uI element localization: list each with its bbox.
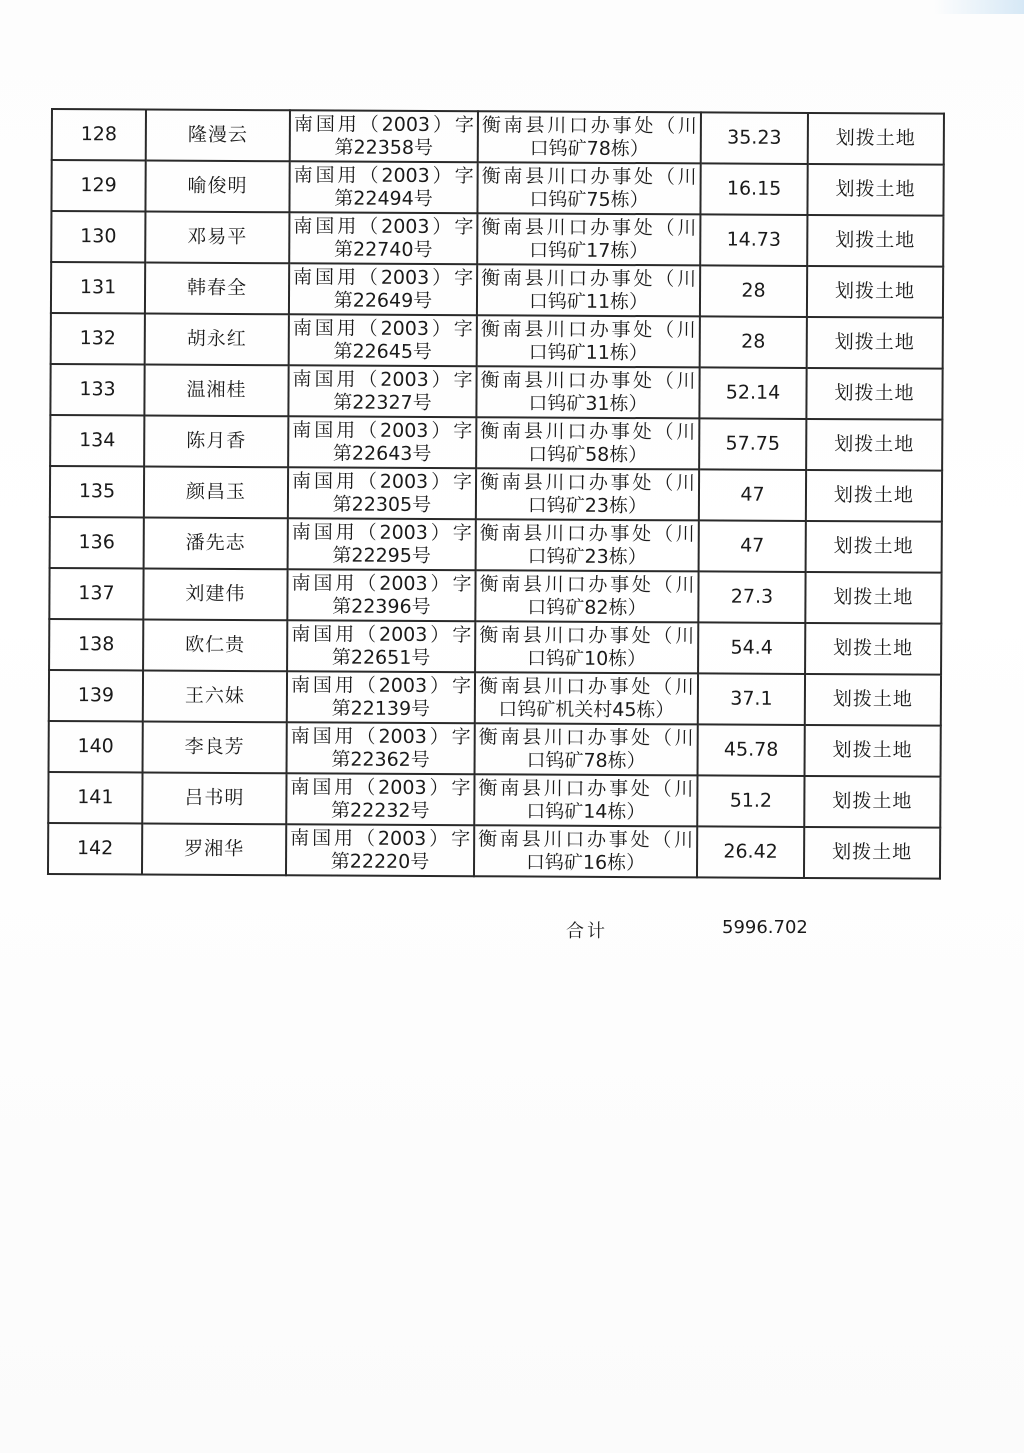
address-line-2: 口钨矿10栋） [526,647,647,670]
cell-area: 45.78 [698,724,805,776]
cell-serial-number: 140 [49,721,143,772]
address-line-1: 衡南县川口办事处（川 [481,164,697,188]
cell-address [475,723,698,775]
cell-land-type: 划拨土地 [807,266,943,318]
cell-area: 14.73 [700,214,807,266]
cell-serial-number: 141 [48,772,142,823]
cell-land-type: 划拨土地 [806,470,942,522]
address-line-2: 口钨矿78栋） [529,137,649,160]
certificate-line-1: 南国用（2003）字 [290,826,471,850]
cell-address [477,264,700,316]
table-row [51,262,943,318]
cell-serial-number: 137 [49,568,143,619]
certificate-line-1: 南国用（2003）字 [291,469,473,493]
total-value: 5996.702 [722,917,808,938]
cell-certificate-number [286,773,474,825]
cell-owner-name: 陈月香 [144,415,288,467]
address-line-2: 口钨矿23栋） [527,494,648,517]
cell-serial-number: 139 [49,670,143,721]
land-registry-table [47,108,945,880]
cell-serial-number: 130 [51,211,145,262]
address-line-2: 口钨矿31栋） [528,392,648,415]
cell-owner-name: 王六妹 [143,670,287,722]
address-line-2: 口钨矿75栋） [529,188,649,211]
address-line-1: 衡南县川口办事处（川 [479,521,695,545]
table-row [49,670,941,726]
table-row [49,568,941,624]
cell-serial-number: 133 [50,364,144,415]
address-line-2: 口钨矿82栋） [527,596,647,619]
certificate-line-2: 第22295号 [332,543,431,567]
cell-owner-name: 刘建伟 [143,568,287,620]
certificate-line-1: 南国用（2003）字 [293,163,474,187]
cell-certificate-number [288,518,476,570]
cell-certificate-number [290,110,478,162]
cell-serial-number: 128 [52,109,146,160]
address-line-1: 衡南县川口办事处（川 [479,470,696,494]
address-line-1: 衡南县川口办事处（川 [480,317,696,341]
cell-owner-name: 隆漫云 [146,109,290,161]
cell-certificate-number [289,212,477,264]
cell-address [476,366,699,418]
certificate-line-2: 第22643号 [332,441,432,465]
cell-land-type: 划拨土地 [807,317,943,369]
cell-area: 27.3 [698,571,805,623]
address-line-2: 口钨矿23栋） [527,545,647,568]
cell-address [475,570,698,622]
scan-edge-mark [934,0,1024,14]
cell-area: 47 [699,520,806,572]
certificate-line-1: 南国用（2003）字 [293,112,474,136]
cell-owner-name: 颜昌玉 [144,466,288,518]
table-body [48,109,944,879]
address-line-1: 衡南县川口办事处（川 [478,725,694,749]
cell-address [475,621,698,673]
certificate-line-1: 南国用（2003）字 [290,673,472,697]
certificate-line-2: 第22358号 [334,135,434,159]
certificate-line-1: 南国用（2003）字 [290,724,471,748]
certificate-line-2: 第22740号 [333,237,433,261]
cell-serial-number: 129 [51,160,145,211]
cell-certificate-number [287,620,475,672]
cell-land-type: 划拨土地 [807,215,943,267]
certificate-line-1: 南国用（2003）字 [291,571,472,595]
certificate-line-2: 第22649号 [333,288,433,312]
cell-area: 16.15 [700,163,807,215]
cell-address [474,774,697,826]
cell-serial-number: 138 [49,619,143,670]
certificate-line-1: 南国用（2003）字 [293,214,474,238]
address-line-1: 衡南县川口办事处（川 [480,419,696,443]
address-line-1: 衡南县川口办事处（川 [478,674,695,698]
cell-land-type: 划拨土地 [805,572,941,624]
address-line-2: 口钨矿11栋） [528,341,648,364]
cell-address [476,468,699,520]
certificate-line-2: 第22362号 [331,747,430,771]
cell-land-type: 划拨土地 [808,113,944,165]
cell-owner-name: 韩春全 [145,262,289,314]
certificate-line-1: 南国用（2003）字 [291,622,472,646]
cell-certificate-number [287,671,475,723]
cell-land-type: 划拨土地 [805,725,941,777]
address-line-1: 衡南县川口办事处（川 [478,776,694,800]
cell-certificate-number [289,263,477,315]
address-line-2: 口钨矿17栋） [529,239,649,262]
cell-address [476,519,699,571]
cell-owner-name: 罗湘华 [142,823,286,875]
cell-owner-name: 潘先志 [144,517,288,569]
cell-land-type: 划拨土地 [804,776,940,828]
table-row [51,313,943,369]
certificate-line-2: 第22220号 [330,849,430,873]
address-line-1: 衡南县川口办事处（川 [479,572,695,596]
certificate-line-2: 第22305号 [332,492,432,516]
cell-land-type: 划拨土地 [807,164,943,216]
cell-owner-name: 欧仁贵 [143,619,287,671]
cell-address [478,111,701,163]
cell-certificate-number [289,161,477,213]
cell-certificate-number [287,569,475,621]
cell-serial-number: 135 [50,466,144,517]
cell-land-type: 划拨土地 [805,623,941,675]
table-row [48,772,940,828]
table-row [51,211,943,267]
cell-land-type: 划拨土地 [806,368,942,420]
cell-owner-name: 温湘桂 [144,364,288,416]
address-line-1: 衡南县川口办事处（川 [481,113,697,137]
cell-address [474,825,697,877]
address-line-2: 口钨矿58栋） [528,443,648,466]
cell-address [476,417,699,469]
cell-certificate-number [289,314,477,366]
cell-serial-number: 134 [50,415,144,466]
cell-address [477,213,700,265]
address-line-2: 口钨矿11栋） [528,290,649,313]
cell-certificate-number [288,416,476,468]
cell-serial-number: 132 [51,313,145,364]
address-line-2: 口钨矿16栋） [525,850,646,874]
cell-area: 28 [700,316,807,368]
certificate-line-2: 第22651号 [331,645,431,669]
address-line-1: 衡南县川口办事处（川 [478,827,694,851]
address-line-1: 衡南县川口办事处（川 [481,266,697,290]
address-line-2: 口钨矿机关村45栋） [498,697,675,721]
cell-area: 52.14 [699,367,806,419]
cell-owner-name: 胡永红 [145,313,289,365]
table-row [50,517,942,573]
cell-area: 47 [699,469,806,521]
cell-area: 35.23 [701,112,808,164]
address-line-2: 口钨矿78栋） [526,748,646,772]
table-row [49,721,941,777]
certificate-line-2: 第22645号 [333,339,433,363]
cell-area: 28 [700,265,807,317]
cell-serial-number: 136 [50,517,144,568]
cell-owner-name: 邓易平 [145,211,289,263]
cell-owner-name: 李良芳 [143,721,287,773]
certificate-line-1: 南国用（2003）字 [292,367,473,391]
cell-area: 26.42 [697,826,804,878]
certificate-line-1: 南国用（2003）字 [292,316,473,340]
cell-land-type: 划拨土地 [806,521,942,573]
certificate-line-2: 第22232号 [331,798,430,822]
table-row [49,619,941,675]
certificate-line-1: 南国用（2003）字 [293,265,474,289]
table-row [48,823,940,879]
certificate-line-2: 第22139号 [331,696,431,720]
table-row [50,364,942,420]
address-line-1: 衡南县川口办事处（川 [481,215,697,239]
table-row [51,160,943,216]
cell-area: 51.2 [697,775,804,827]
cell-certificate-number [288,365,476,417]
cell-land-type: 划拨土地 [804,827,940,879]
certificate-line-1: 南国用（2003）字 [291,520,472,544]
cell-address [477,315,700,367]
cell-owner-name: 喻俊明 [145,160,289,212]
cell-area: 54.4 [698,622,805,674]
cell-land-type: 划拨土地 [805,674,941,726]
cell-serial-number: 142 [48,823,142,874]
cell-certificate-number [287,722,475,774]
cell-land-type: 划拨土地 [806,419,942,471]
certificate-line-2: 第22327号 [333,390,432,414]
table-row [52,109,944,165]
table-row [50,466,942,522]
certificate-line-1: 南国用（2003）字 [290,775,471,799]
cell-serial-number: 131 [51,262,145,313]
cell-address [477,162,700,214]
certificate-line-1: 南国用（2003）字 [292,418,473,442]
table-row [50,415,942,471]
cell-owner-name: 吕书明 [142,772,286,824]
certificate-line-2: 第22396号 [332,594,431,618]
certificate-line-2: 第22494号 [334,186,433,210]
total-row [0,917,1024,947]
total-label: 合计 [566,921,608,942]
cell-area: 57.75 [699,418,806,470]
cell-certificate-number [286,824,474,876]
cell-address [475,672,698,724]
address-line-1: 衡南县川口办事处（川 [479,623,695,647]
address-line-1: 衡南县川口办事处（川 [480,368,696,392]
cell-area: 37.1 [698,673,805,725]
address-line-2: 口钨矿14栋） [526,799,646,823]
cell-certificate-number [288,467,476,519]
